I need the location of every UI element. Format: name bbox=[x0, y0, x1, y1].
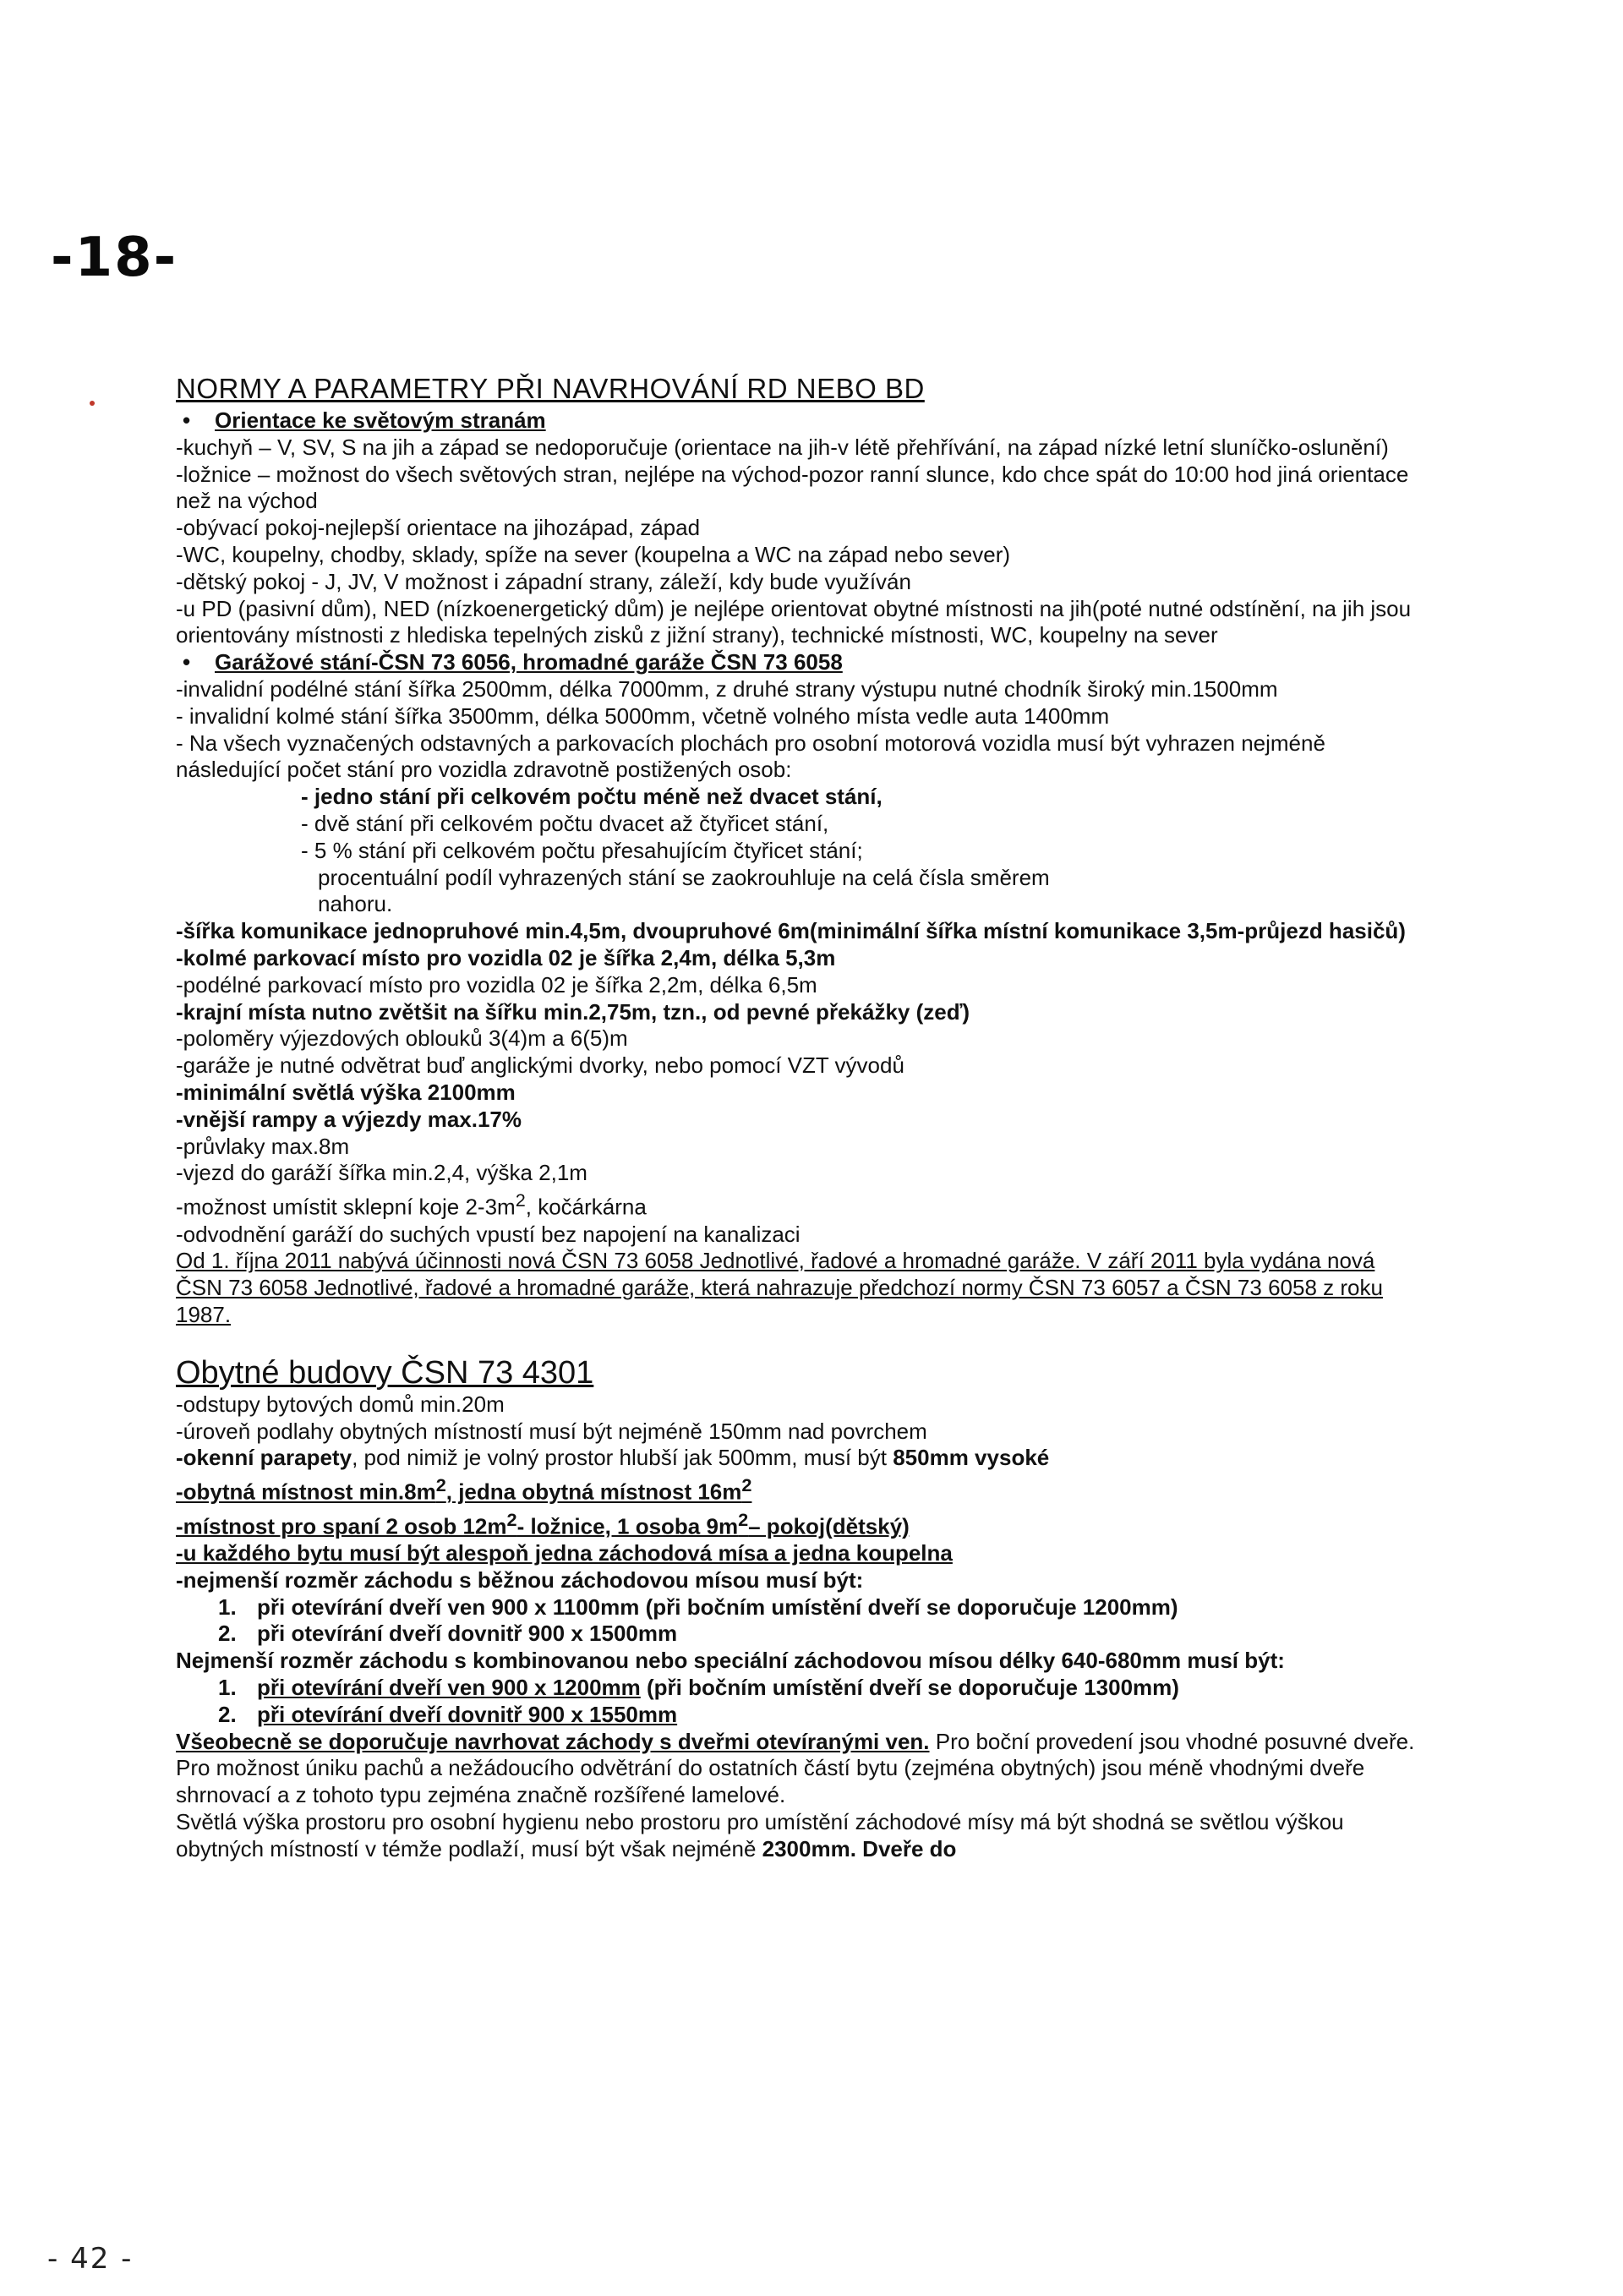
garage-min-height: -minimální světlá výška 2100mm bbox=[176, 1079, 516, 1105]
garage-line-reserved: - Na všech vyznačených odstavných a parkovacích plochách pro osobní motorová vozidla musí být vyhrazen nejméně následující počet stání pro vozidla zdravotně postižených osob: bbox=[176, 730, 1325, 783]
reserved-count-4: procentuální podíl vyhrazených stání se zaokrouhluje na celá čísla směrem nahoru. bbox=[318, 864, 1050, 917]
document-title: NORMY A PARAMETRY PŘI NAVRHOVÁNÍ RD NEBO BD bbox=[176, 373, 925, 404]
reserved-count-list bbox=[176, 784, 1418, 918]
special-toilet-intro: Nejmenší rozměr záchodu s kombinovanou nebo speciální záchodovou mísou délky 640-680mm musí být: bbox=[176, 1648, 1285, 1674]
garage-parallel: -podélné parkovací místo pro vozidla 02 je šířka 2,2m, délka 6,5m bbox=[176, 971, 817, 998]
toilet-size-item: 2. při otevírání dveří dovnitř 900 x 1500mm bbox=[218, 1621, 678, 1647]
document-body bbox=[176, 372, 1418, 1863]
garage-drainage: -odvodnění garáží do suchých vpustí bez napojení na kanalizaci bbox=[176, 1221, 801, 1247]
reserved-count-2: - dvě stání při celkovém počtu dvacet až čtyřicet stání, bbox=[301, 810, 829, 836]
residential-sleeping-area: -místnost pro spaní 2 osob $12m^2-$ ložnice, 1 osoba $9m^2-$ pokoj(dětský) bbox=[176, 1508, 910, 1539]
handwritten-page-number: -18- bbox=[51, 227, 178, 289]
orientation-line-living: -obývací pokoj-nejlepší orientace na jihozápad, západ bbox=[176, 515, 701, 541]
residential-floor-level: -úroveň podlahy obytných místností musí být nejméně 150mm nad povrchem bbox=[176, 1418, 927, 1444]
reserved-count-3: - 5 % stání při celkovém počtu přesahujícím čtyřicet stání; bbox=[301, 837, 863, 863]
garage-heading: • Garážové stání-ČSN 73 6056, hromadné garáže ČSN 73 6058 bbox=[176, 649, 1418, 676]
orientation-section bbox=[176, 407, 1418, 649]
red-dot-mark bbox=[90, 401, 95, 406]
orientation-line-kitchen: -kuchyň – V, SV, S na jih a západ se nedoporučuje (orientace na jih-v létě přehřívání, na západ nízké letní sluníčko-oslunění) bbox=[176, 434, 1389, 460]
hygiene-height: Světlá výška prostoru pro osobní hygienu nebo prostoru pro umístění záchodové mísy má být shodná se světlou výškou obytných místností v témže podlaží, musí být však nejméně 2300mm. Dveře do bbox=[176, 1809, 1344, 1861]
garage-norm-note: Od 1. října 2011 nabývá účinnosti nová ČSN 73 6058 Jednotlivé, řadové a hromadné garáže. V září 2011 byla vydána nová ČSN 73 6058 Jednotlivé, řadové a hromadné garáže, která nahrazuje předchozí normy ČSN 73 6057 a ČSN 73 6058 z roku 1987. bbox=[176, 1248, 1383, 1327]
residential-room-area: -obytná místnost $\min.8m^2$, jedna obytná místnost $16m^2$ bbox=[176, 1474, 752, 1505]
orientation-line-bedroom: -ložnice – možnost do všech světových stran, nejlépe na východ-pozor ranní slunce, kdo chce spát do 10:00 hod jiná orientace než na východ bbox=[176, 461, 1409, 514]
garage-beams: -průvlaky max.8m bbox=[176, 1133, 350, 1159]
garage-radii: -poloměry výjezdových oblouků 3(4)m a 6(5)m bbox=[176, 1025, 628, 1052]
garage-section bbox=[176, 649, 1418, 1329]
reserved-count-1: - jedno stání při celkovém počtu méně než dvacet stání, bbox=[301, 784, 883, 810]
garage-cellar: -možnost umístit sklepní koje $2-3m^2$, kočárkárna bbox=[176, 1189, 647, 1220]
residential-section bbox=[176, 1354, 1418, 1863]
orientation-line-passive: -u PD (pasivní dům), NED (nízkoenergetický dům) je nejlépe orientovat obytné místnosti na jih(poté nutné odstínění, na jih jsou orientovány místnosti z hlediska tepelných zisků z jižní strany), technické místnosti, WC, koupelny na sever bbox=[176, 595, 1412, 648]
garage-entrance: -vjezd do garáží šířka min.2,4, výška 2,1m bbox=[176, 1160, 587, 1186]
garage-perpendicular: -kolmé parkovací místo pro vozidla 02 je šířka 2,4m, délka 5,3m bbox=[176, 944, 836, 970]
orientation-line-kids: -dětský pokoj - J, JV, V možnost i západní strany, záleží, kdy bude využíván bbox=[176, 568, 911, 594]
garage-road-width: -šířka komunikace jednopruhové min.4,5m, dvoupruhové 6m(minimální šířka místní komunikace 3,5m-průjezd hasičů) bbox=[176, 918, 1406, 944]
garage-line-parallel-disabled: -invalidní podélné stání šířka 2500mm, délka 7000mm, z druhé strany výstupu nutné chodník široký min.1500mm bbox=[176, 675, 1278, 702]
residential-spacing: -odstupy bytových domů min.20m bbox=[176, 1391, 505, 1417]
garage-ventilation: -garáže je nutné odvětrat buď anglickými dvorky, nebo pomocí VZT vývodů bbox=[176, 1052, 904, 1079]
special-toilet-item: 1. při otevírání dveří ven 900 x 1200mm (při bočním umístění dveří se doporučuje 1300mm) bbox=[218, 1675, 1179, 1701]
garage-ramps: -vnější rampy a výjezdy max.17% bbox=[176, 1106, 522, 1132]
orientation-heading: • Orientace ke světovým stranám bbox=[176, 407, 1418, 435]
residential-window-sill: -okenní parapety, pod nimiž je volný prostor hlubší jak 500mm, musí být 850mm vysoké bbox=[176, 1445, 1050, 1471]
garage-edge-spots: -krajní místa nutno zvětšit na šířku min.2,75m, tzn., od pevné překážky (zeď) bbox=[176, 998, 970, 1025]
toilet-size-item: 1. při otevírání dveří ven 900 x 1100mm (při bočním umístění dveří se doporučuje 1200mm) bbox=[218, 1594, 1178, 1620]
handwritten-footer-number: - 42 - bbox=[47, 2242, 134, 2276]
orientation-line-wc: -WC, koupelny, chodby, sklady, spíže na sever (koupelna a WC na západ nebo sever) bbox=[176, 541, 1011, 567]
garage-line-perpendicular-disabled: - invalidní kolmé stání šířka 3500mm, délka 5000mm, včetně volného místa vedle auta 1400mm bbox=[176, 702, 1110, 729]
residential-bath-rule: -u každého bytu musí být alespoň jedna záchodová mísa a jedna koupelna bbox=[176, 1540, 953, 1566]
special-toilet-item: 2. při otevírání dveří dovnitř 900 x 1550mm bbox=[218, 1701, 678, 1727]
toilet-size-list bbox=[176, 1594, 1418, 1648]
toilet-intro: -nejmenší rozměr záchodu s běžnou záchodovou mísou musí být: bbox=[176, 1566, 864, 1593]
special-toilet-list bbox=[176, 1675, 1418, 1729]
residential-heading: Obytné budovy ČSN 73 4301 bbox=[176, 1354, 594, 1391]
door-recommendation: Všeobecně se doporučuje navrhovat záchody s dveřmi otevíranými ven. Pro boční provedení jsou vhodné posuvné dveře. Pro možnost úniku pachů a nežádoucího odvětrání do ostatních částí bytu (zejména obytných) jsou méně vhodnými dveře shrnovací a z tohoto typu zejména značně rozšířené lamelové. bbox=[176, 1728, 1415, 1808]
